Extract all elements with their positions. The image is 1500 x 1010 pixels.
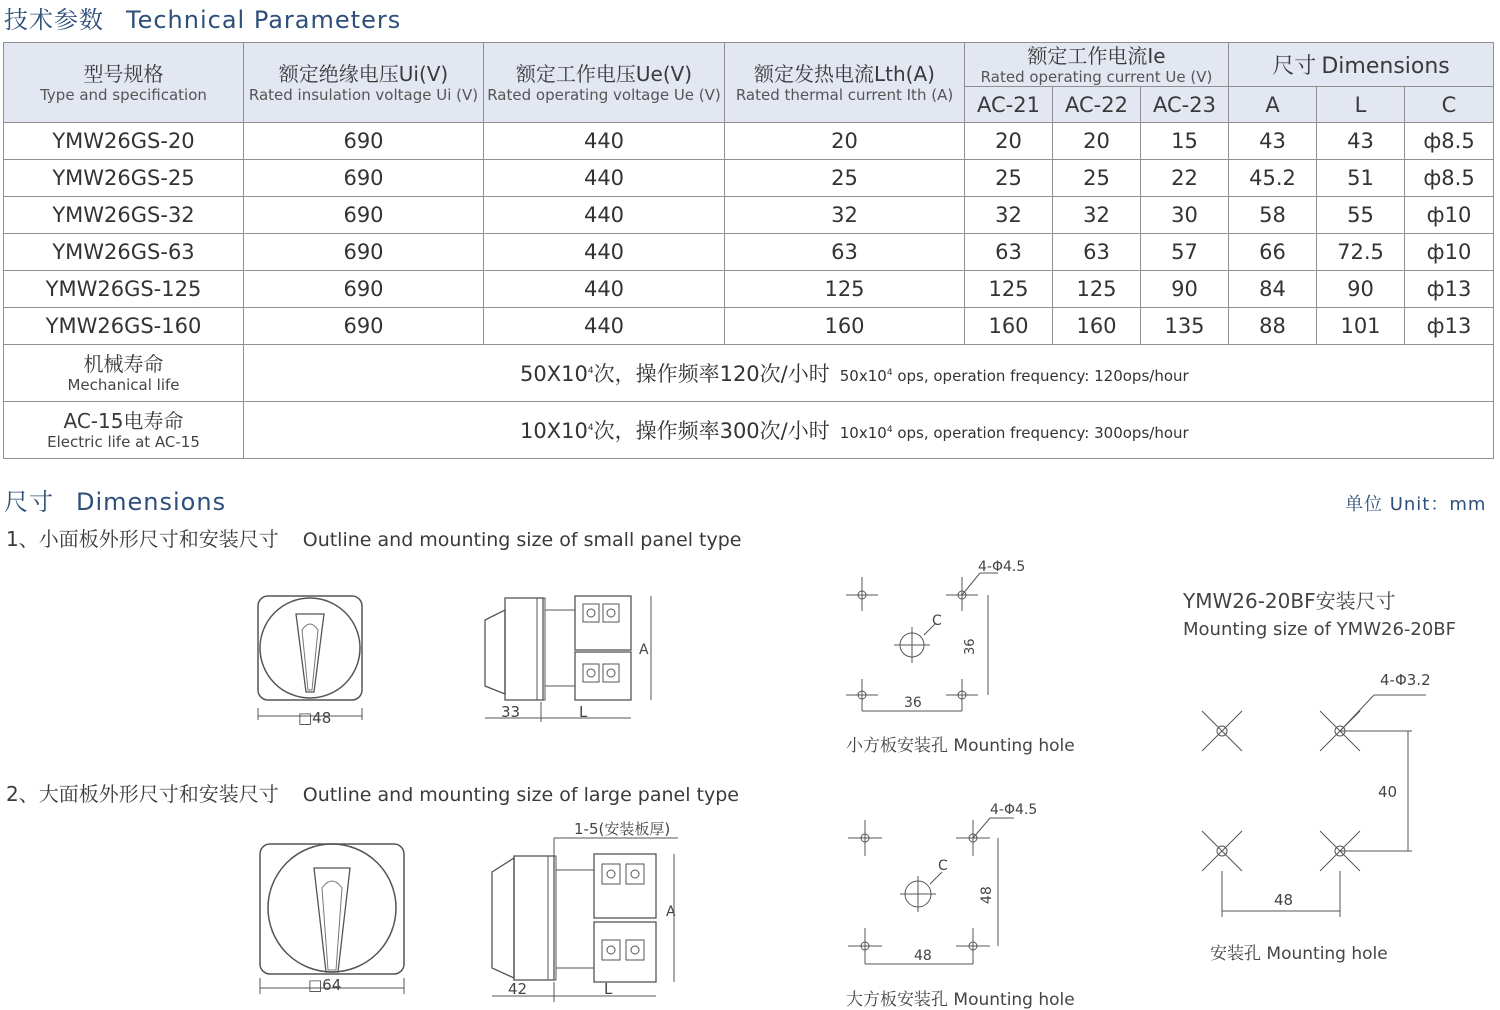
section-title-dimensions: 尺寸 Dimensions — [4, 488, 227, 516]
svg-text:4-Φ4.5: 4-Φ4.5 — [978, 559, 1026, 575]
header-operating-voltage: 额定工作电压Ue(V) Rated operating voltage Ue (V) — [484, 43, 725, 123]
table-row: YMW26GS-63 690 440 63 63 63 57 66 72.5 ф10 — [4, 234, 1494, 271]
svg-text:4-Φ3.2: 4-Φ3.2 — [1380, 671, 1431, 689]
svg-text:L: L — [604, 980, 613, 998]
bf-mounting-hole-drawing — [1190, 665, 1430, 925]
svg-text:C: C — [938, 858, 948, 874]
header-dimensions: 尺寸 Dimensions — [1229, 43, 1494, 87]
small-front-view-drawing — [250, 590, 370, 730]
title-en: Technical Parameters — [126, 6, 402, 34]
header-insulation-voltage: 额定绝缘电压Ui(V) Rated insulation voltage Ui (V) — [244, 43, 484, 123]
svg-text:36: 36 — [963, 638, 978, 655]
large-hole-caption: 大方板安装孔 Mounting hole — [846, 990, 1075, 1010]
header-thermal-current: 额定发热电流Lth(A) Rated thermal current Ith (A) — [725, 43, 965, 123]
large-front-view-drawing — [254, 838, 414, 998]
mechanical-life-label: 机械寿命 Mechanical life — [4, 345, 244, 402]
svg-text:48: 48 — [1274, 891, 1294, 909]
table-row: YMW26GS-25 690 440 25 25 25 22 45.2 51 ф8.5 — [4, 160, 1494, 197]
large-side-view-drawing — [478, 818, 688, 1003]
svg-text:□64: □64 — [308, 976, 342, 994]
small-side-view-drawing — [475, 590, 665, 725]
svg-text:4-Φ4.5: 4-Φ4.5 — [990, 802, 1038, 818]
svg-text:40: 40 — [1378, 783, 1398, 801]
electric-life-row — [4, 402, 1494, 459]
bf-title-cn: YMW26-20BF安装尺寸 — [1183, 589, 1396, 613]
sub-header-cell: AC-22 — [1053, 87, 1141, 123]
table-row: YMW26GS-20 690 440 20 20 20 15 43 43 ф8.5 — [4, 123, 1494, 160]
svg-text:1-5(安装板厚): 1-5(安装板厚) — [574, 820, 671, 838]
large-mounting-hole-drawing — [838, 798, 1038, 983]
svg-text:42: 42 — [508, 980, 528, 998]
small-panel-heading: 1、小面板外形尺寸和安装尺寸 Outline and mounting size of small panel type — [6, 527, 742, 551]
svg-text:48: 48 — [979, 886, 995, 904]
electric-life-value: $10X10^4$次，操作频率300次/小时 $10x10^4$ ops, operation frequency: 300ops/hour — [244, 402, 1494, 459]
small-front-size: □48 — [298, 709, 332, 727]
sub-header-cell: AC-23 — [1141, 87, 1229, 123]
mechanical-life-row — [4, 345, 1494, 402]
svg-text:A: A — [666, 904, 676, 920]
table-row: YMW26GS-125 690 440 125 125 125 90 84 90 ф13 — [4, 271, 1494, 308]
table-row: YMW26GS-160 690 440 160 160 160 135 88 101 ф13 — [4, 308, 1494, 345]
section-title-technical-parameters — [4, 0, 401, 35]
unit-label: 单位 Unit：mm — [1345, 494, 1487, 515]
svg-text:48: 48 — [914, 948, 932, 964]
large-panel-heading: 2、大面板外形尺寸和安装尺寸 Outline and mounting size of large panel type — [6, 782, 740, 806]
sub-header-cell: A — [1229, 87, 1317, 123]
svg-text:A: A — [639, 642, 649, 658]
electric-life-label: AC-15电寿命 Electric life at AC-15 — [4, 402, 244, 459]
bf-caption: 安装孔 Mounting hole — [1210, 944, 1388, 964]
table-row: YMW26GS-32 690 440 32 32 32 30 58 55 ф10 — [4, 197, 1494, 234]
svg-text:36: 36 — [904, 695, 922, 711]
bf-title-en: Mounting size of YMW26-20BF — [1183, 619, 1456, 640]
header-model: 型号规格 Type and specification — [4, 43, 244, 123]
sub-header-cell: AC-21 — [965, 87, 1053, 123]
technical-parameters-table — [3, 42, 1494, 459]
mechanical-life-value: $50X10^4$次，操作频率120次/小时 $50x10^4$ ops, operation frequency: 120ops/hour — [244, 345, 1494, 402]
small-mounting-hole-drawing — [838, 555, 1026, 730]
header-operating-current: 额定工作电流Ie Rated operating current Ue (V) — [965, 43, 1229, 87]
small-hole-caption: 小方板安装孔 Mounting hole — [846, 736, 1075, 756]
svg-text:C: C — [932, 613, 942, 629]
svg-text:L: L — [579, 703, 588, 721]
title-cn: 技术参数 — [4, 6, 104, 34]
sub-header-cell: C — [1405, 87, 1494, 123]
svg-text:33: 33 — [501, 703, 521, 721]
sub-header-cell: L — [1317, 87, 1405, 123]
